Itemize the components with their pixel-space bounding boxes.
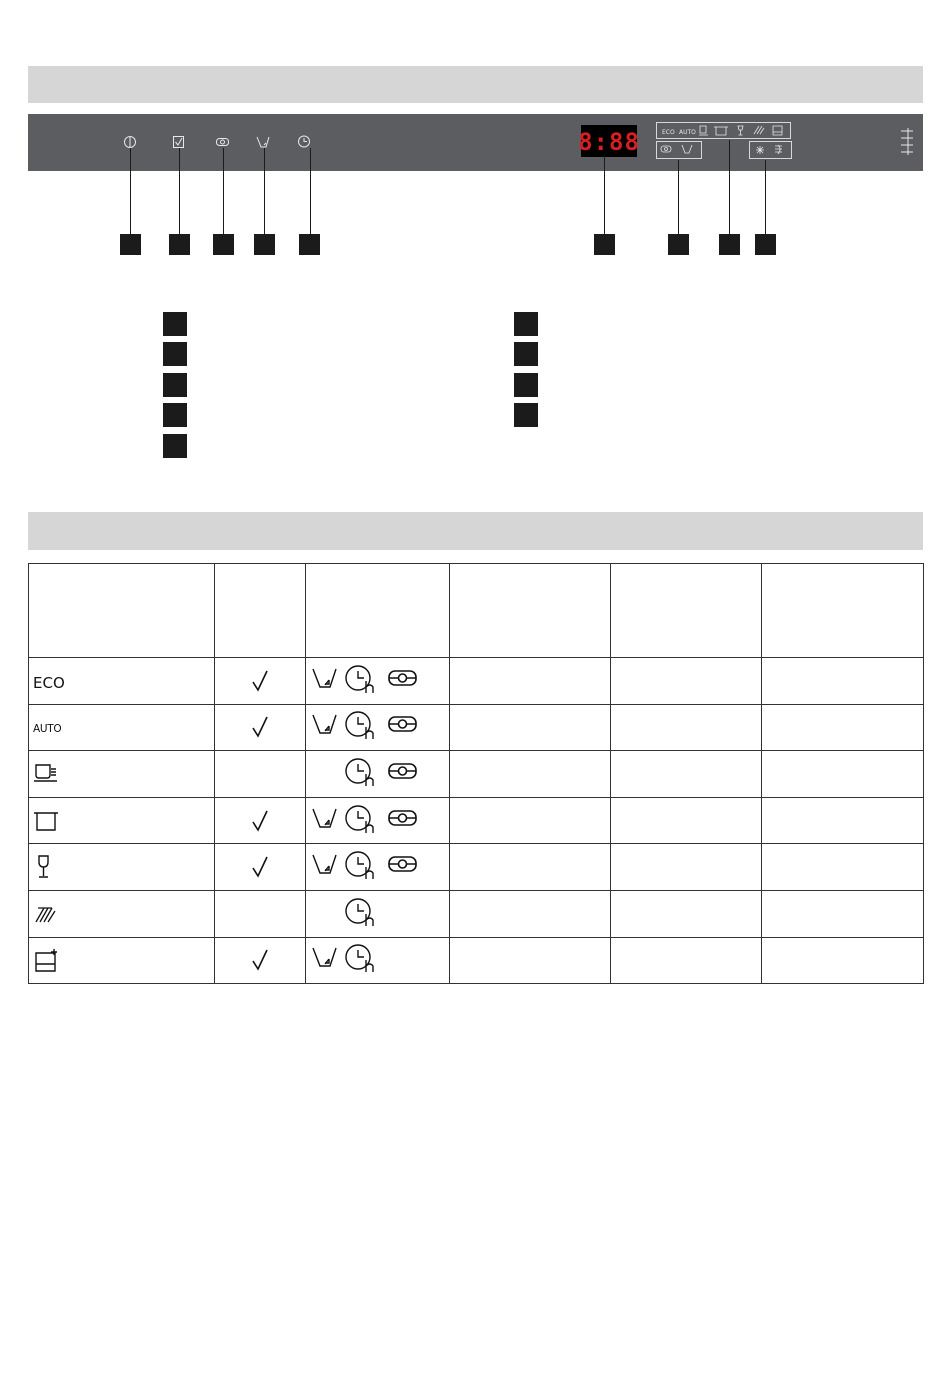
- auto-indicator: AUTO: [679, 129, 696, 136]
- callout-marker: [169, 234, 190, 255]
- empty-cell: [611, 844, 762, 891]
- options-cell: [306, 844, 450, 891]
- salt-option-slot: [310, 849, 344, 885]
- callout-line: [678, 160, 679, 234]
- option-icons: [306, 942, 449, 978]
- empty-cell: [450, 751, 611, 798]
- empty-cell: [450, 797, 611, 844]
- empty-cell: [611, 704, 762, 751]
- callout-line: [264, 148, 265, 234]
- programme-cell: [29, 797, 215, 844]
- callout-marker: [254, 234, 275, 255]
- table-header-row: [29, 564, 924, 658]
- option-icons: [306, 756, 449, 792]
- rinse-option-icon: [386, 663, 420, 695]
- delay-option-icon: [344, 663, 378, 695]
- section-header-band-2: [28, 512, 923, 550]
- rinse-option-slot: [386, 663, 422, 699]
- legend-marker: [163, 434, 187, 458]
- salt-option-icon: [310, 803, 338, 835]
- delay-option-slot: [344, 896, 386, 932]
- table-row: [29, 844, 924, 891]
- options-cell: [306, 797, 450, 844]
- options-cell: [306, 658, 450, 705]
- delay-option-icon: [344, 803, 378, 835]
- table-row: [29, 890, 924, 937]
- legend-marker: [163, 342, 187, 366]
- table-header-cell: [215, 564, 306, 658]
- callout-marker: [120, 234, 141, 255]
- table-row: [29, 704, 924, 751]
- delay-option-icon: [344, 709, 378, 741]
- extra-indicator-group: [750, 142, 792, 159]
- table-row: [29, 937, 924, 984]
- legend-marker: [514, 312, 538, 336]
- pot-indicator-icon: [714, 127, 728, 135]
- panel-edge-icon: [901, 128, 913, 155]
- option-indicator-group: [657, 142, 702, 159]
- check-icon: [250, 947, 270, 973]
- callout-line: [223, 148, 224, 234]
- delay-option-icon: [344, 756, 378, 788]
- empty-cell: [450, 844, 611, 891]
- delay-icon: [299, 136, 310, 147]
- empty-cell: [762, 751, 924, 798]
- empty-cell: [611, 797, 762, 844]
- svg-text:AUTO: AUTO: [33, 723, 62, 736]
- empty-cell: [450, 890, 611, 937]
- eco-icon: [29, 666, 214, 696]
- empty-cell: [762, 937, 924, 984]
- machine-care-indicator-icon: [773, 126, 782, 135]
- half-load-indicator-icon: [756, 146, 764, 154]
- empty-cell: [611, 658, 762, 705]
- section-header-band-1: [28, 66, 923, 103]
- check-cell: [215, 844, 306, 891]
- svg-text:ECO: ECO: [33, 673, 65, 692]
- callout-line: [765, 160, 766, 234]
- programme-cell: [29, 704, 215, 751]
- rinse-option-icon: [386, 849, 420, 881]
- prewash-icon: [29, 899, 214, 929]
- callout-line: [130, 148, 131, 234]
- check-cell: [215, 751, 306, 798]
- salt-option-slot: [310, 803, 344, 839]
- table-row: [29, 797, 924, 844]
- callout-marker: [668, 234, 689, 255]
- pot-icon: [29, 806, 214, 836]
- option-icons: [306, 896, 449, 932]
- salt-option-icon: [310, 942, 338, 974]
- empty-cell: [762, 890, 924, 937]
- eco-indicator: ECO: [662, 129, 675, 136]
- check-icon: [250, 808, 270, 834]
- programme-indicator-group: [657, 123, 791, 139]
- table-header-cell: [762, 564, 924, 658]
- callout-line: [604, 156, 605, 234]
- empty-cell: [450, 704, 611, 751]
- option-icons: [306, 663, 449, 699]
- empty-cell: [450, 937, 611, 984]
- table-header-cell: [611, 564, 762, 658]
- rinse-option-slot: [386, 849, 422, 885]
- empty-cell: [762, 658, 924, 705]
- auto-icon: [29, 712, 214, 742]
- salt-option-slot: [310, 663, 344, 699]
- salt-option-icon: [310, 849, 338, 881]
- callout-marker: [594, 234, 615, 255]
- empty-cell: [762, 797, 924, 844]
- legend-marker: [514, 373, 538, 397]
- delay-option-slot: [344, 849, 386, 885]
- quick-icon: [29, 759, 214, 789]
- rinse-option-slot: [386, 803, 422, 839]
- delay-option-slot: [344, 709, 386, 745]
- salt-option-icon: [310, 709, 338, 741]
- programme-cell: [29, 751, 215, 798]
- rinse-option-icon: [386, 756, 420, 788]
- delay-option-slot: [344, 803, 386, 839]
- options-cell: [306, 937, 450, 984]
- rinse-option-slot: [386, 709, 422, 745]
- legend-marker: [163, 312, 187, 336]
- empty-cell: [611, 890, 762, 937]
- quick-indicator-icon: [699, 126, 708, 135]
- programme-cell: [29, 844, 215, 891]
- check-cell: [215, 937, 306, 984]
- programme-cell: [29, 658, 215, 705]
- rinse-aid-icon: [217, 139, 229, 146]
- empty-cell: [450, 658, 611, 705]
- option-icons: [306, 709, 449, 745]
- empty-cell: [762, 704, 924, 751]
- glass-indicator-icon: [738, 126, 743, 135]
- legend-marker: [514, 403, 538, 427]
- on-off-icon: [125, 137, 136, 148]
- salt-option-icon: [310, 663, 338, 695]
- rinse-option-icon: [386, 709, 420, 741]
- table-header-cell: [29, 564, 215, 658]
- control-panel: [28, 114, 923, 171]
- callout-line: [729, 140, 730, 234]
- options-cell: [306, 751, 450, 798]
- options-cell: [306, 704, 450, 751]
- time-display-digits: 8:88: [578, 128, 640, 156]
- callout-marker: [755, 234, 776, 255]
- glass-icon: [29, 852, 214, 882]
- programme-cell: [29, 937, 215, 984]
- check-icon: [250, 714, 270, 740]
- rinse-option-slot: [386, 756, 422, 792]
- salt-option-slot: [310, 942, 344, 978]
- check-cell: [215, 797, 306, 844]
- delay-option-slot: [344, 756, 386, 792]
- callout-line: [179, 148, 180, 234]
- option-icons: [306, 803, 449, 839]
- legend-marker: [163, 373, 187, 397]
- extra-dry-indicator-icon: [775, 145, 782, 154]
- machine-care-icon: [29, 945, 214, 975]
- programme-icon: [174, 137, 184, 148]
- table-header-cell: [306, 564, 450, 658]
- callout-marker: [213, 234, 234, 255]
- check-icon: [250, 668, 270, 694]
- programme-cell: [29, 890, 215, 937]
- legend-marker: [163, 403, 187, 427]
- empty-cell: [611, 937, 762, 984]
- salt-icon: [257, 137, 269, 147]
- check-cell: [215, 658, 306, 705]
- delay-option-icon: [344, 849, 378, 881]
- empty-cell: [762, 844, 924, 891]
- delay-option-slot: [344, 663, 386, 699]
- check-cell: [215, 704, 306, 751]
- salt-option-slot: [310, 709, 344, 745]
- delay-option-icon: [344, 896, 378, 928]
- rinse-indicator-icon: [661, 146, 671, 152]
- option-icons: [306, 849, 449, 885]
- empty-cell: [611, 751, 762, 798]
- callout-marker: [719, 234, 740, 255]
- options-cell: [306, 890, 450, 937]
- prewash-indicator-icon: [754, 126, 764, 134]
- check-icon: [250, 854, 270, 880]
- callout-marker: [299, 234, 320, 255]
- callout-line: [310, 148, 311, 234]
- programme-table: [28, 563, 924, 984]
- table-row: [29, 658, 924, 705]
- check-cell: [215, 890, 306, 937]
- table-row: [29, 751, 924, 798]
- legend-marker: [514, 342, 538, 366]
- delay-option-slot: [344, 942, 386, 978]
- delay-option-icon: [344, 942, 378, 974]
- rinse-option-icon: [386, 803, 420, 835]
- table-header-cell: [450, 564, 611, 658]
- salt-indicator-icon: [682, 145, 692, 153]
